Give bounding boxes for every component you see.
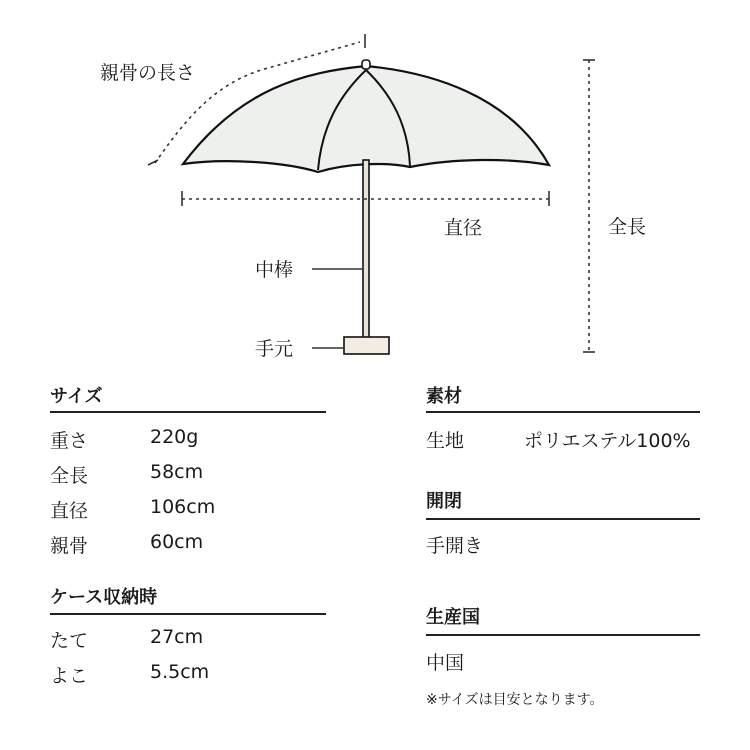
size-weight-key: 重さ bbox=[50, 430, 89, 452]
umbrella-handle bbox=[344, 337, 389, 354]
umbrella-diagram bbox=[0, 0, 750, 370]
origin-value: 中国 bbox=[426, 652, 465, 674]
size-rib-value: 60cm bbox=[150, 531, 204, 553]
total-length-dimension bbox=[583, 60, 595, 352]
case-height-key: たて bbox=[50, 630, 89, 652]
material-fabric-value: ポリエステル100% bbox=[524, 430, 691, 452]
material-section-title: 素材 bbox=[426, 386, 462, 407]
shaft-label: 中棒 bbox=[255, 259, 294, 281]
origin-divider bbox=[426, 634, 700, 636]
size-total-length-value: 58cm bbox=[150, 461, 204, 483]
origin-section-title: 生産国 bbox=[426, 607, 480, 628]
case-width-value: 5.5cm bbox=[150, 661, 210, 683]
case-section-title: ケース収納時 bbox=[50, 587, 158, 608]
size-total-length-key: 全長 bbox=[50, 465, 89, 487]
rib-length-label: 親骨の長さ bbox=[100, 62, 196, 84]
case-height-value: 27cm bbox=[150, 626, 204, 648]
material-divider bbox=[426, 411, 700, 413]
case-width-key: よこ bbox=[50, 665, 89, 687]
opening-divider bbox=[426, 518, 700, 520]
material-fabric-key: 生地 bbox=[426, 430, 465, 452]
umbrella-shaft bbox=[363, 160, 369, 338]
opening-section-title: 開閉 bbox=[426, 491, 462, 512]
diameter-label: 直径 bbox=[444, 217, 483, 239]
size-section-title: サイズ bbox=[50, 386, 103, 407]
size-diameter-value: 106cm bbox=[150, 496, 216, 518]
size-divider bbox=[50, 411, 326, 413]
size-weight-value: 220g bbox=[150, 426, 199, 448]
umbrella-canopy bbox=[183, 66, 549, 172]
total-length-label: 全長 bbox=[608, 216, 647, 238]
handle-label: 手元 bbox=[255, 338, 294, 360]
case-divider bbox=[50, 613, 326, 615]
size-rib-key: 親骨 bbox=[50, 535, 89, 557]
umbrella-tip bbox=[362, 60, 370, 69]
size-note: ※サイズは目安となります。 bbox=[426, 692, 604, 708]
size-diameter-key: 直径 bbox=[50, 500, 89, 522]
opening-value: 手開き bbox=[426, 535, 484, 557]
